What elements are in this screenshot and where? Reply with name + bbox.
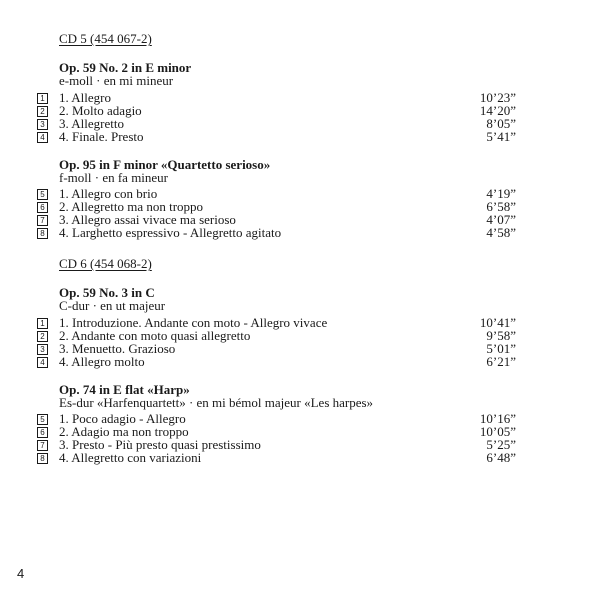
track-row [0,227,600,240]
work-subtitle: e-moll · en mi mineur [59,73,174,88]
track-title: 3. Presto - Più presto quasi prestissimo [59,437,261,452]
track-number-box: 8 [37,228,48,239]
track-row [0,356,600,369]
track-number-box: 6 [37,427,48,438]
track-duration: 6’21” [486,354,516,369]
track-number-box: 2 [37,331,48,342]
work-subtitle: f-moll · en fa mineur [59,170,169,185]
cd-header: CD 5 (454 067-2) [59,31,152,46]
track-title: 2. Allegretto ma non troppo [59,199,204,214]
track-number-box: 8 [37,453,48,464]
track-duration: 4’07” [486,212,516,227]
cd-header: CD 6 (454 068-2) [59,256,152,271]
track-duration: 6’58” [486,199,516,214]
track-number-box: 4 [37,132,48,143]
work-title: Op. 59 No. 3 in C [59,285,155,300]
track-duration: 5’25” [486,437,516,452]
track-duration: 10’16” [479,411,516,426]
track-title: 2. Andante con moto quasi allegretto [59,328,251,343]
track-title: 2. Molto adagio [59,103,142,118]
track-duration: 10’23” [479,90,516,105]
track-duration: 10’05” [479,424,516,439]
track-title: 3. Allegretto [59,116,124,131]
track-title: 2. Adagio ma non troppo [59,424,189,439]
track-number-box: 5 [37,189,48,200]
track-number-box: 7 [37,440,48,451]
track-title: 3. Menuetto. Grazioso [59,341,176,356]
track-title: 1. Poco adagio - Allegro [59,411,186,426]
work-subtitle: C-dur · en ut majeur [59,298,166,313]
track-number-box: 1 [37,93,48,104]
track-row [0,452,600,465]
track-duration: 8’05” [486,116,516,131]
track-title: 3. Allegro assai vivace ma serioso [59,212,236,227]
track-title: 4. Allegro molto [59,354,145,369]
track-title: 4. Larghetto espressivo - Allegretto agitato [59,225,282,240]
track-number-box: 3 [37,344,48,355]
track-number-box: 3 [37,119,48,130]
track-number-box: 4 [37,357,48,368]
track-title: 1. Allegro [59,90,111,105]
track-number-box: 6 [37,202,48,213]
track-title: 4. Finale. Presto [59,129,144,144]
track-duration: 6’48” [486,450,516,465]
track-title: 1. Allegro con brio [59,186,158,201]
track-number-box: 5 [37,414,48,425]
track-duration: 5’01” [486,341,516,356]
track-duration: 4’19” [486,186,516,201]
track-number-box: 2 [37,106,48,117]
track-number-box: 7 [37,215,48,226]
track-duration: 10’41” [479,315,516,330]
track-row [0,131,600,144]
track-duration: 9’58” [486,328,516,343]
work-title: Op. 74 in E flat «Harp» [59,382,190,397]
track-duration: 4’58” [486,225,516,240]
track-duration: 5’41” [486,129,516,144]
track-duration: 14’20” [479,103,516,118]
page-number: 4 [17,566,25,581]
work-title: Op. 59 No. 2 in E minor [59,60,192,75]
track-number-box: 1 [37,318,48,329]
track-title: 4. Allegretto con variazioni [59,450,202,465]
work-title: Op. 95 in F minor «Quartetto serioso» [59,157,271,172]
work-subtitle: Es-dur «Harfenquartett» · en mi bémol majeur «Les harpes» [59,395,374,410]
track-title: 1. Introduzione. Andante con moto - Allegro vivace [59,315,328,330]
